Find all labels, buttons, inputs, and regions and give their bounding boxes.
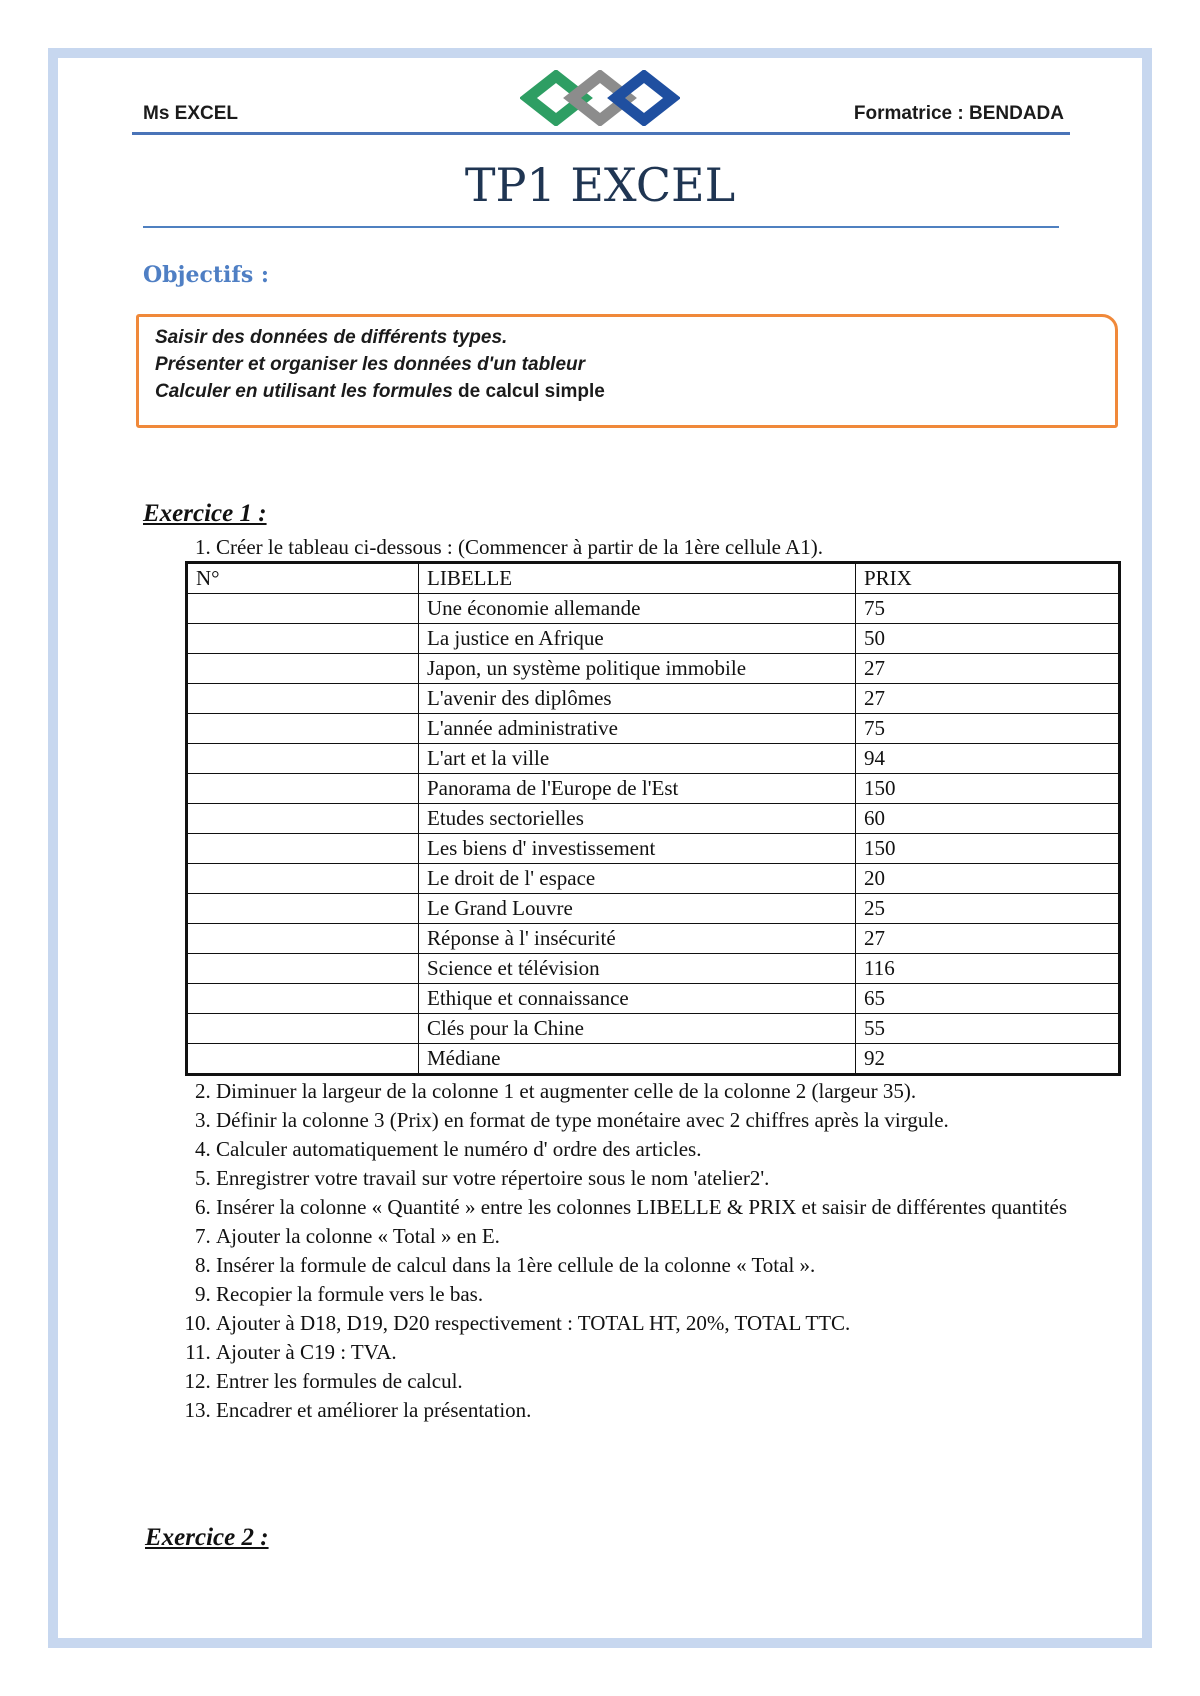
ofppt-logo-icon <box>520 70 680 126</box>
table-row <box>187 954 1120 984</box>
cell-label: Japon, un système politique immobile <box>419 654 856 684</box>
exercise-1-step-10: 10. Ajouter à D18, D19, D20 respectivement : TOTAL HT, 20%, TOTAL TTC. <box>216 1309 1076 1338</box>
cell-number <box>187 984 419 1014</box>
exercise-1-step-12: 12. Entrer les formules de calcul. <box>216 1367 1076 1396</box>
cell-label: Clés pour la Chine <box>419 1014 856 1044</box>
cell-label: Une économie allemande <box>419 594 856 624</box>
header-cell-number: N° <box>187 563 419 594</box>
table-row <box>187 804 1120 834</box>
cell-price: 75 <box>856 594 1120 624</box>
cell-number <box>187 744 419 774</box>
exercise-1-step-7: 7. Ajouter la colonne « Total » en E. <box>216 1222 1076 1251</box>
cell-label: Ethique et connaissance <box>419 984 856 1014</box>
cell-price: 150 <box>856 774 1120 804</box>
cell-number <box>187 594 419 624</box>
cell-label: La justice en Afrique <box>419 624 856 654</box>
objective-line-3-suffix: de calcul simple <box>452 381 605 402</box>
cell-price: 50 <box>856 624 1120 654</box>
table-header-row <box>187 563 1120 594</box>
table-row <box>187 774 1120 804</box>
cell-label: Réponse à l' insécurité <box>419 924 856 954</box>
cell-number <box>187 714 419 744</box>
exercise-1-step-list-start <box>180 533 1076 562</box>
table-row <box>187 744 1120 774</box>
cell-number <box>187 804 419 834</box>
exercise-1-step-2: 2. Diminuer la largeur de la colonne 1 et augmenter celle de la colonne 2 (largeur 35). <box>216 1077 1076 1106</box>
objectives-box <box>136 314 1118 428</box>
cell-price: 25 <box>856 894 1120 924</box>
header-divider <box>132 132 1070 135</box>
price-table-body <box>187 563 1120 1075</box>
cell-price: 55 <box>856 1014 1120 1044</box>
table-row <box>187 1014 1120 1044</box>
cell-price: 65 <box>856 984 1120 1014</box>
exercise-1-step-11: 11. Ajouter à C19 : TVA. <box>216 1338 1076 1367</box>
table-row <box>187 594 1120 624</box>
table-row <box>187 984 1120 1014</box>
table-row <box>187 624 1120 654</box>
objective-line-1: Saisir des données de différents types. <box>155 327 508 348</box>
cell-number <box>187 954 419 984</box>
cell-price: 20 <box>856 864 1120 894</box>
table-row <box>187 684 1120 714</box>
cell-price: 116 <box>856 954 1120 984</box>
title-divider <box>143 226 1059 228</box>
exercise-1-step-6: 6. Insérer la colonne « Quantité » entre les colonnes LIBELLE & PRIX et saisir de différentes quantités <box>216 1193 1076 1222</box>
header-cell-label: LIBELLE <box>419 563 856 594</box>
price-table <box>185 561 1121 1076</box>
exercise-1-step-3: 3. Définir la colonne 3 (Prix) en format de type monétaire avec 2 chiffres après la virgule. <box>216 1106 1076 1135</box>
cell-label: Le Grand Louvre <box>419 894 856 924</box>
exercise-1-step-1: 1. Créer le tableau ci-dessous : (Commencer à partir de la 1ère cellule A1). <box>216 533 1076 562</box>
cell-price: 94 <box>856 744 1120 774</box>
objective-line-3-italic: Calculer en utilisant les formules <box>155 381 453 402</box>
header-cell-price: PRIX <box>856 563 1120 594</box>
cell-number <box>187 894 419 924</box>
exercise-1-step-8: 8. Insérer la formule de calcul dans la 1ère cellule de la colonne « Total ». <box>216 1251 1076 1280</box>
cell-number <box>187 1044 419 1075</box>
table-row <box>187 834 1120 864</box>
cell-label: Les biens d' investissement <box>419 834 856 864</box>
cell-number <box>187 924 419 954</box>
header-subject: Ms EXCEL <box>143 103 239 124</box>
objective-line-2: Présenter et organiser les données d'un tableur <box>155 354 586 375</box>
exercise-1-step-13: 13. Encadrer et améliorer la présentation. <box>216 1396 1076 1425</box>
cell-price: 150 <box>856 834 1120 864</box>
cell-label: L'année administrative <box>419 714 856 744</box>
cell-number <box>187 654 419 684</box>
cell-number <box>187 774 419 804</box>
header-trainer: Formatrice : BENDADA <box>853 103 1064 124</box>
exercise-2-heading: Exercice 2 : <box>145 1524 269 1551</box>
exercise-1-step-5: 5. Enregistrer votre travail sur votre répertoire sous le nom 'atelier2'. <box>216 1164 1076 1193</box>
exercise-1-step-list <box>180 1077 1076 1425</box>
cell-label: Science et télévision <box>419 954 856 984</box>
cell-price: 27 <box>856 684 1120 714</box>
logo-blue-diamond <box>616 76 672 120</box>
exercise-1-heading: Exercice 1 : <box>143 500 267 527</box>
cell-label: L'avenir des diplômes <box>419 684 856 714</box>
cell-price: 27 <box>856 924 1120 954</box>
objectives-heading: Objectifs : <box>143 262 270 288</box>
table-row <box>187 924 1120 954</box>
cell-number <box>187 864 419 894</box>
table-row <box>187 894 1120 924</box>
exercise-1-step-4: 4. Calculer automatiquement le numéro d' ordre des articles. <box>216 1135 1076 1164</box>
cell-price: 60 <box>856 804 1120 834</box>
table-row <box>187 654 1120 684</box>
cell-label: Etudes sectorielles <box>419 804 856 834</box>
page-title: TP1 EXCEL <box>464 158 736 212</box>
table-row <box>187 1044 1120 1075</box>
table-row <box>187 714 1120 744</box>
cell-label: L'art et la ville <box>419 744 856 774</box>
cell-number <box>187 1014 419 1044</box>
objective-line-3 <box>155 381 605 403</box>
cell-number <box>187 684 419 714</box>
exercise-1-step-9: 9. Recopier la formule vers le bas. <box>216 1280 1076 1309</box>
cell-label: Panorama de l'Europe de l'Est <box>419 774 856 804</box>
cell-number <box>187 834 419 864</box>
cell-label: Le droit de l' espace <box>419 864 856 894</box>
cell-price: 75 <box>856 714 1120 744</box>
cell-label: Médiane <box>419 1044 856 1075</box>
table-row <box>187 864 1120 894</box>
cell-price: 92 <box>856 1044 1120 1075</box>
cell-number <box>187 624 419 654</box>
cell-price: 27 <box>856 654 1120 684</box>
